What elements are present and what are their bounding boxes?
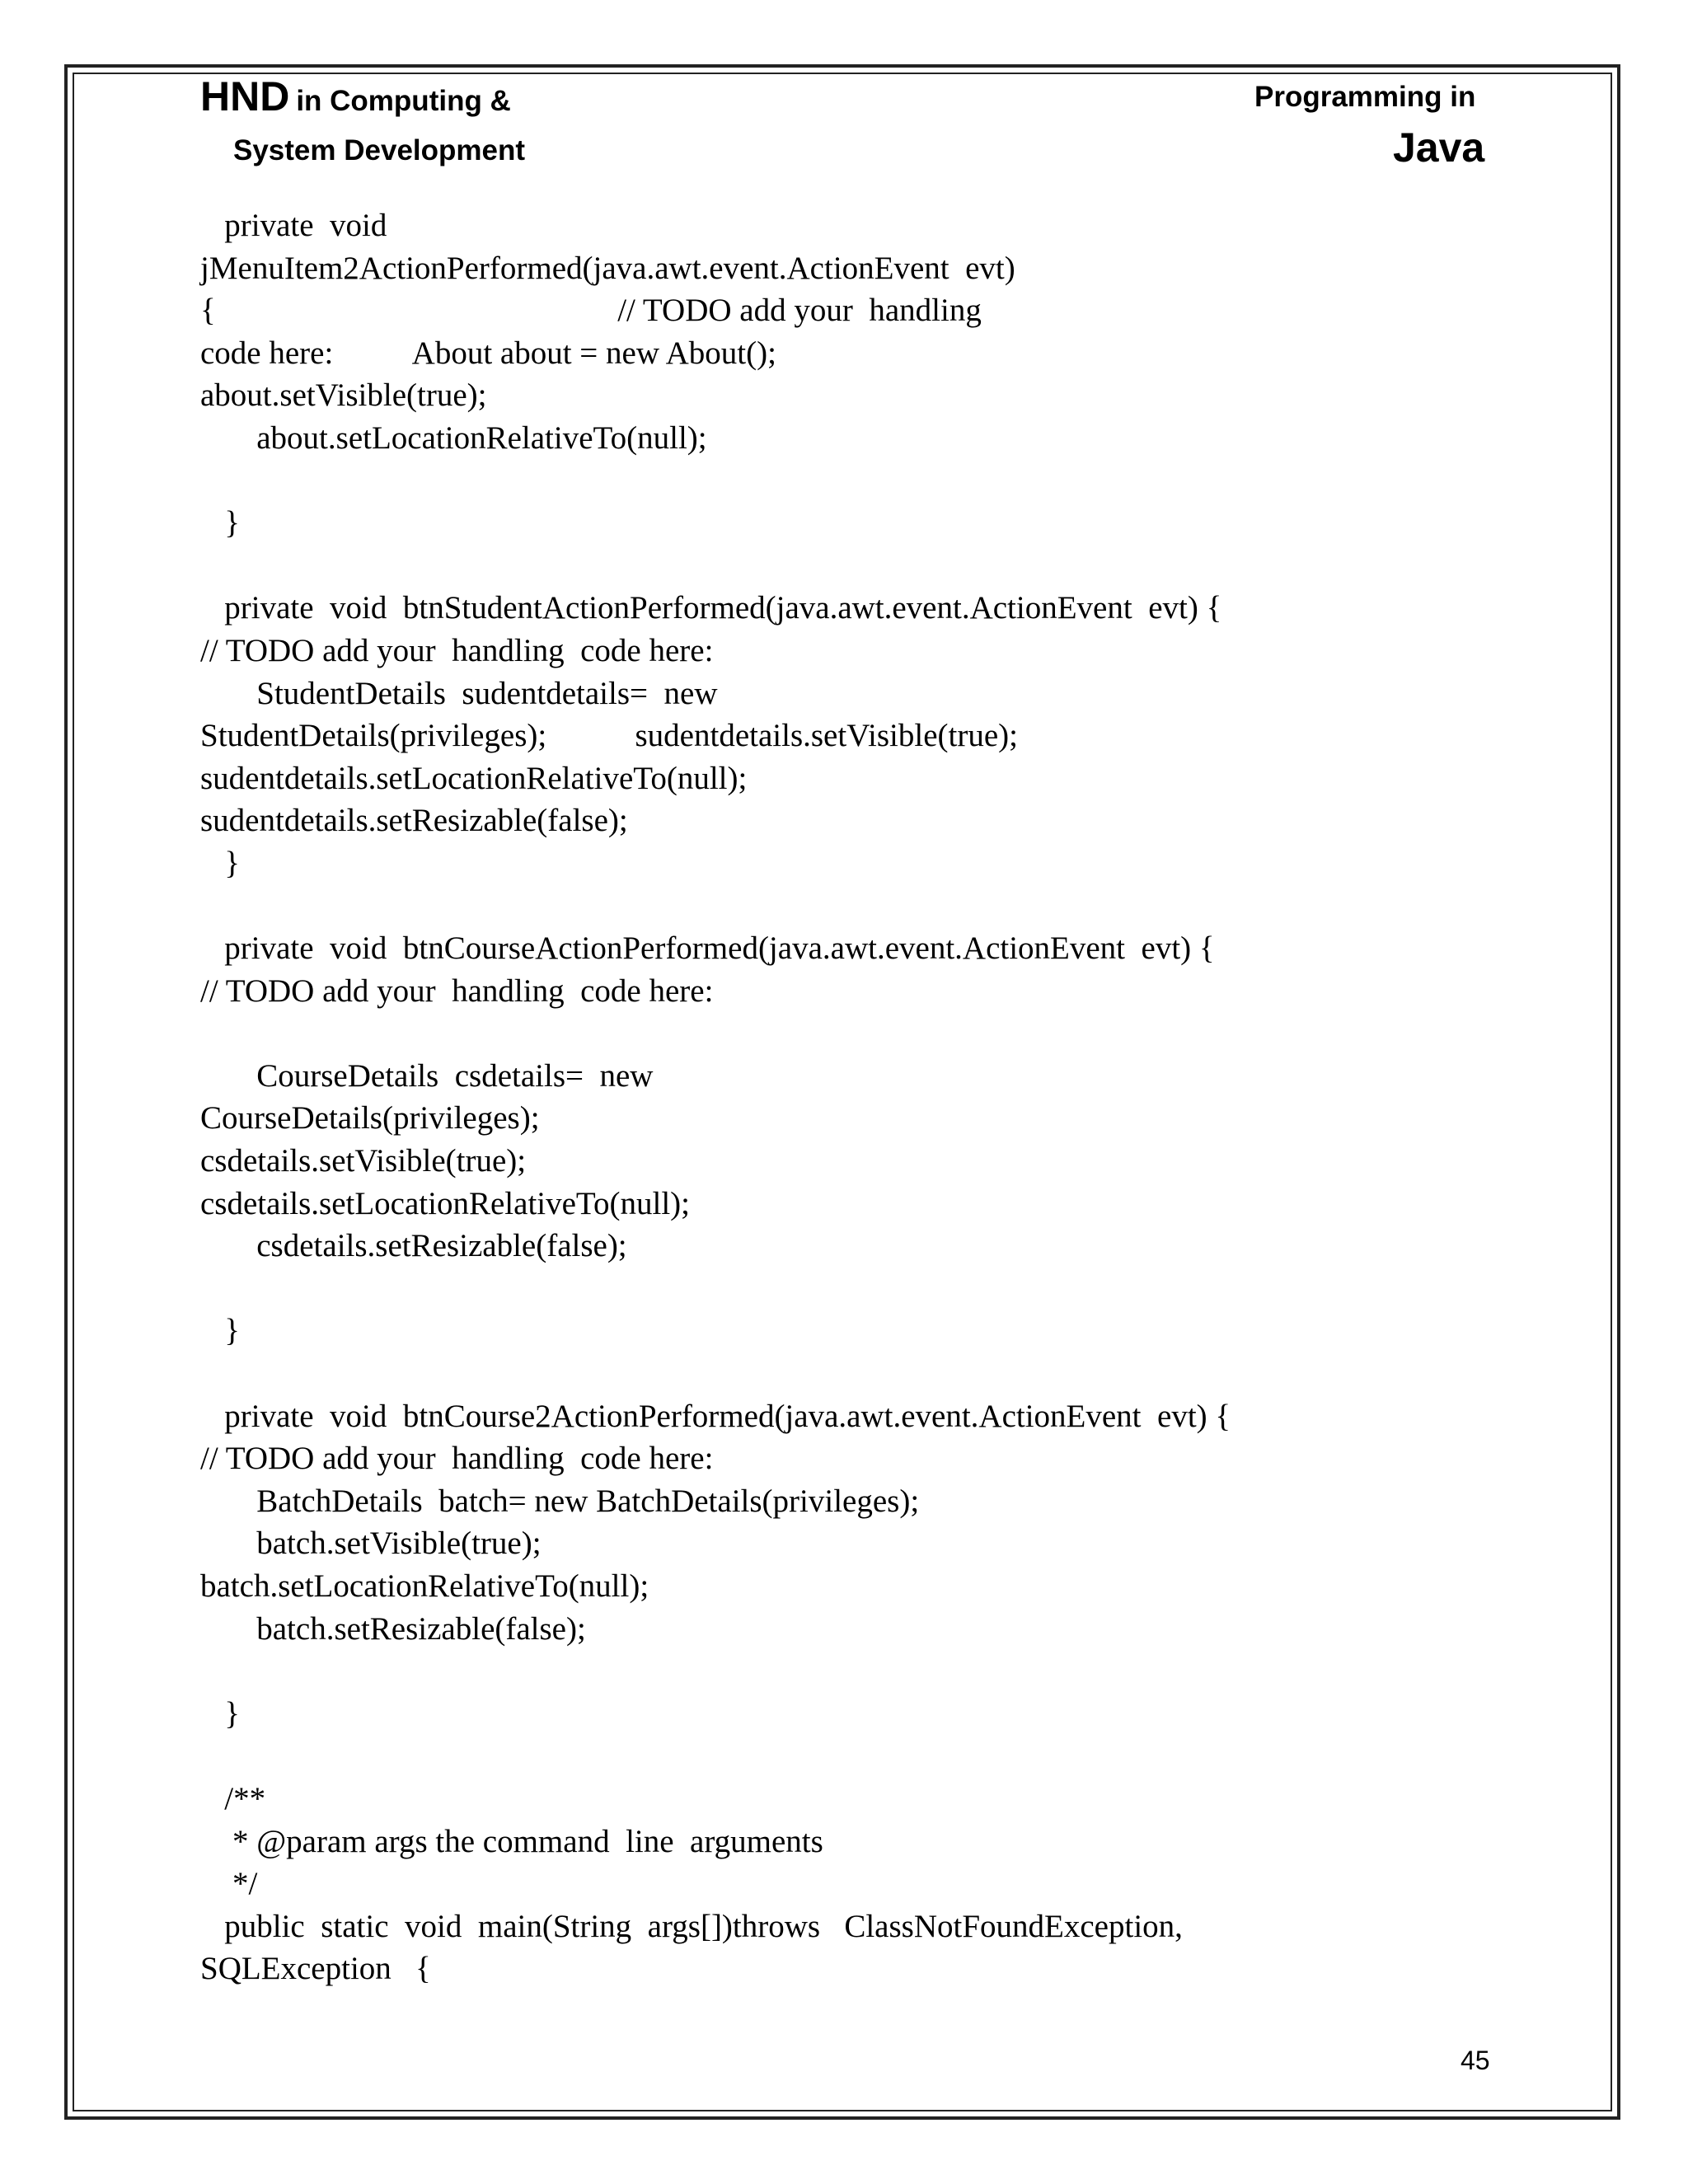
code-line: batch.setResizable(false); — [200, 1610, 586, 1647]
code-line: private void btnCourseActionPerformed(java.awt.event.ActionEvent evt) { — [200, 930, 1215, 967]
code-line: } — [200, 845, 240, 881]
page-number: 45 — [1461, 2046, 1490, 2075]
code-line — [200, 545, 1231, 588]
code-line: private void btnStudentActionPerformed(java.awt.event.ActionEvent evt) { — [200, 590, 1222, 626]
code-line: csdetails.setLocationRelativeTo(null); — [200, 1185, 691, 1221]
code-line: batch.setLocationRelativeTo(null); — [200, 1568, 649, 1604]
code-line — [200, 1268, 1231, 1310]
code-line: /** — [200, 1780, 266, 1816]
code-line: code here: About about = new About(); — [200, 335, 776, 371]
code-line: // TODO add your handling code here: — [200, 972, 714, 1009]
code-line: } — [200, 1313, 240, 1349]
header-subject-line1: Programming in — [1254, 81, 1476, 113]
code-line: } — [200, 505, 240, 541]
code-line: { // TODO add your handling — [200, 293, 982, 329]
code-line: CourseDetails(privileges); — [200, 1100, 540, 1137]
code-line: * @param args the command line arguments — [200, 1823, 823, 1859]
code-line: // TODO add your handling code here: — [200, 632, 714, 668]
code-line: sudentdetails.setLocationRelativeTo(null); — [200, 760, 748, 796]
code-line: StudentDetails(privileges); sudentdetails.setVisible(true); — [200, 718, 1018, 754]
header-course-line2: System Development — [233, 134, 526, 166]
code-line: private void btnCourse2ActionPerformed(java.awt.event.ActionEvent evt) { — [200, 1398, 1231, 1434]
header-course-line1 — [200, 73, 511, 120]
code-line: public static void main(String args[])throws ClassNotFoundException, — [200, 1908, 1183, 1944]
code-line: sudentdetails.setResizable(false); — [200, 803, 628, 839]
code-line: */ — [200, 1866, 258, 1902]
code-block — [200, 204, 1231, 1990]
code-line — [200, 1650, 1231, 1693]
code-line: CourseDetails csdetails= new — [200, 1057, 654, 1094]
code-line: jMenuItem2ActionPerformed(java.awt.event.ActionEvent evt) — [200, 250, 1015, 286]
code-line — [200, 1012, 1231, 1055]
code-line: StudentDetails sudentdetails= new — [200, 675, 718, 711]
code-line: batch.setVisible(true); — [200, 1526, 542, 1562]
code-line: csdetails.setVisible(true); — [200, 1143, 527, 1179]
header-subject-line2: Java — [1393, 124, 1485, 171]
code-line: private void — [200, 208, 387, 243]
code-line — [200, 460, 1231, 503]
code-line: csdetails.setResizable(false); — [200, 1228, 627, 1264]
code-line: about.setVisible(true); — [200, 377, 487, 414]
code-line: about.setLocationRelativeTo(null); — [200, 419, 707, 456]
code-line: BatchDetails batch= new BatchDetails(privileges); — [200, 1483, 920, 1519]
code-line: } — [200, 1695, 240, 1732]
header-in-computing: in Computing & — [296, 85, 511, 117]
code-line — [200, 885, 1231, 928]
code-line — [200, 1352, 1231, 1395]
code-line: // TODO add your handling code here: — [200, 1441, 714, 1477]
code-line — [200, 1735, 1231, 1778]
header-hnd: HND — [200, 73, 290, 120]
code-line: SQLException { — [200, 1951, 431, 1987]
